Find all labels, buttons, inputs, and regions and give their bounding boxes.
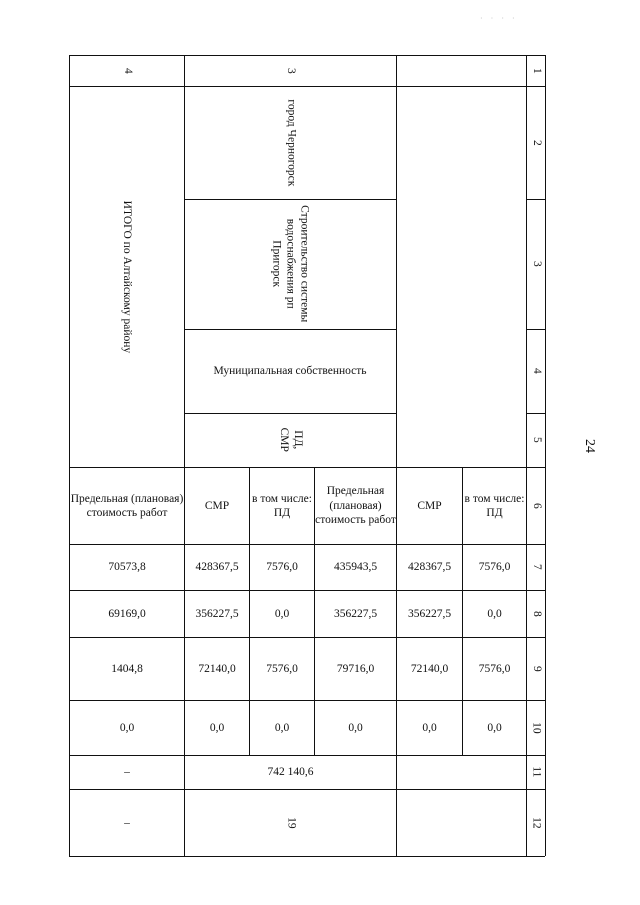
header-v-tom-1: в том числе: ПД	[252, 492, 312, 519]
ownership: Муниципальная собственность	[213, 364, 367, 377]
row10-b: 0,0	[209, 721, 225, 734]
row11-merged: 742 140,6	[267, 766, 314, 779]
row7-f: 7576,0	[478, 561, 511, 574]
col-num-12: 12	[530, 816, 543, 829]
col-num-10: 10	[530, 721, 543, 734]
row9-c: 7576,0	[266, 662, 298, 675]
frame-right	[545, 55, 546, 856]
col-num-8: 8	[530, 610, 543, 617]
work-type: ПД, СМР	[278, 427, 304, 453]
col-num-11: 11	[530, 766, 543, 778]
header-smr-1: СМР	[204, 499, 230, 512]
header-predelnaya-left: Предельная (плановая) стоимость работ	[70, 492, 184, 519]
col-num-3: 3	[530, 261, 543, 267]
row9-b: 72140,0	[198, 662, 236, 675]
row8-d: 356227,5	[333, 607, 378, 620]
row7-e: 428367,5	[407, 561, 452, 574]
col-num-4: 4	[530, 368, 543, 374]
row9-d: 79716,0	[336, 662, 375, 675]
col-num-7: 7	[530, 564, 543, 570]
row7-a: 70573,8	[108, 561, 146, 574]
col-num-5: 5	[530, 437, 543, 443]
row10-f: 0,0	[487, 721, 502, 734]
page-number: 24	[582, 439, 597, 453]
frame-bottom	[69, 856, 545, 857]
header-predelnaya-right: Предельная (плановая) стоимость работ	[315, 485, 396, 527]
col-num-9: 9	[530, 665, 543, 672]
row9-a: 1404,8	[111, 662, 143, 675]
col-label-4: 4	[121, 67, 134, 74]
header-v-tom-2: в том числе: ПД	[464, 492, 525, 519]
city-name: город Черногорск	[284, 99, 297, 186]
row12-a: –	[124, 816, 130, 829]
scan-artifact: · · · ·	[480, 14, 518, 23]
row8-a: 69169,0	[108, 607, 146, 620]
row7-b: 428367,5	[195, 561, 239, 574]
row8-f: 0,0	[487, 607, 502, 620]
row9-e: 72140,0	[410, 662, 449, 675]
row7-d: 435943,5	[333, 561, 378, 574]
row10-a: 0,0	[119, 721, 135, 734]
col-num-1: 1	[530, 67, 543, 74]
object-name: Строительство системы водоснабжения рп Пригорск	[271, 205, 311, 323]
row10-c: 0,0	[274, 721, 290, 734]
row9-f: 7576,0	[478, 662, 511, 675]
row10-e: 0,0	[422, 721, 437, 734]
total-label: ИТОГО по Алтайскому району	[121, 200, 134, 353]
col-num-2: 2	[530, 139, 543, 146]
row8-e: 356227,5	[407, 607, 452, 620]
line	[396, 55, 397, 467]
header-smr-2: СМР	[417, 499, 442, 512]
row11-a: –	[124, 766, 130, 779]
row12-merged: 19	[285, 817, 298, 829]
col-num-6: 6	[530, 502, 543, 509]
row8-c: 0,0	[274, 607, 290, 620]
row10-d: 0,0	[348, 721, 363, 734]
row8-b: 356227,5	[195, 607, 239, 620]
col-label-3: 3	[284, 67, 297, 74]
row7-c: 7576,0	[266, 561, 298, 574]
